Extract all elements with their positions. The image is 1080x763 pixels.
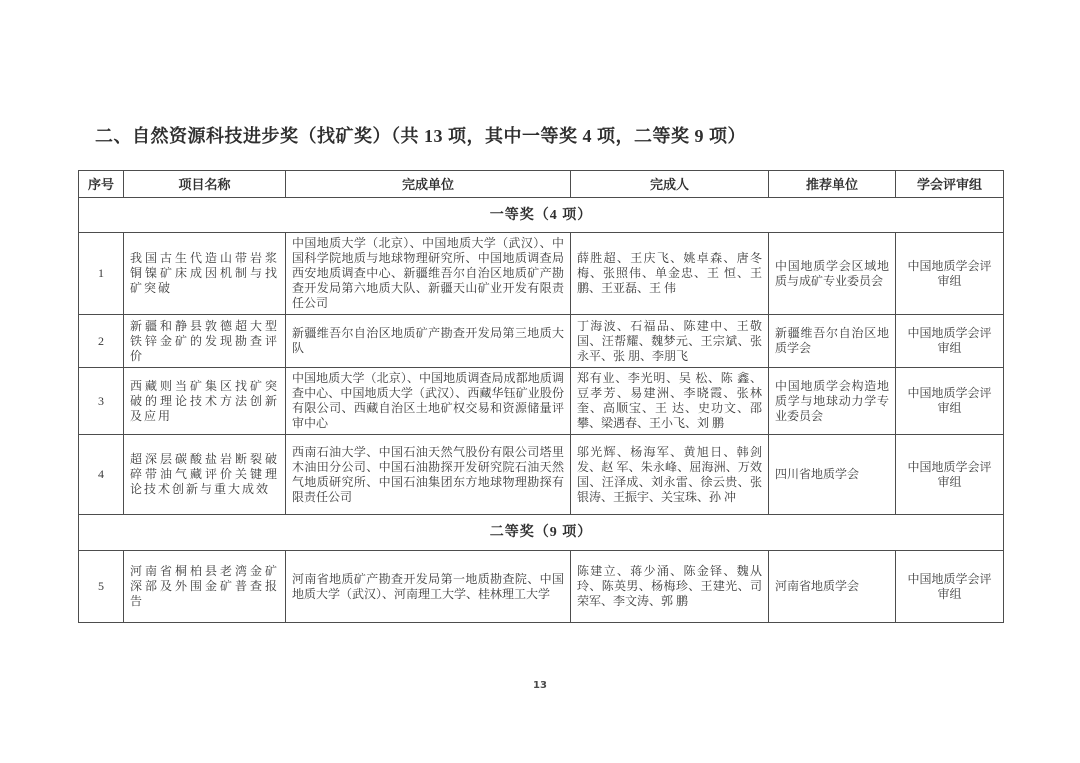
cell-recommender: 新疆维吾尔自治区地质学会 <box>769 315 896 368</box>
cell-no: 3 <box>79 368 124 435</box>
awards-table <box>78 170 1004 623</box>
table-header-row <box>79 171 1004 198</box>
column-header-no: 序号 <box>79 171 124 198</box>
column-header-units: 完成单位 <box>286 171 571 198</box>
cell-no: 5 <box>79 551 124 623</box>
cell-completing-units: 西南石油大学、中国石油天然气股份有限公司塔里木油田分公司、中国石油勘探开发研究院石油天然气地质研究所、中国石油集团东方地球物理勘探有限责任公司 <box>286 435 571 515</box>
cell-review-group: 中国地质学会评审组 <box>896 435 1004 515</box>
table-row <box>79 435 1004 515</box>
cell-completers: 邬光辉、杨海军、黄旭日、韩剑发、赵 军、朱永峰、屈海洲、万效国、汪泽成、刘永雷、徐云贵、张银涛、王振宇、关宝珠、孙 冲 <box>571 435 769 515</box>
table-row <box>79 315 1004 368</box>
cell-completers: 薛胜超、王庆飞、姚卓森、唐冬梅、张照伟、单金忠、王 恒、王 鹏、王亚磊、王 伟 <box>571 233 769 315</box>
section-header-second-prize <box>79 515 1004 551</box>
cell-completing-units: 中国地质大学（北京）、中国地质调查局成都地质调查中心、中国地质大学（武汉）、西藏华钰矿业股份有限公司、西藏自治区土地矿权交易和资源储量评审中心 <box>286 368 571 435</box>
cell-recommender: 河南省地质学会 <box>769 551 896 623</box>
cell-completing-units: 新疆维吾尔自治区地质矿产勘查开发局第三地质大队 <box>286 315 571 368</box>
cell-review-group: 中国地质学会评审组 <box>896 315 1004 368</box>
cell-project-name: 西藏则当矿集区找矿突破的理论技术方法创新及应用 <box>124 368 286 435</box>
cell-completing-units: 中国地质大学（北京）、中国地质大学（武汉）、中国科学院地质与地球物理研究所、中国地质调查局西安地质调查中心、新疆维吾尔自治区地质矿产勘查开发局第六地质大队、新疆天山矿业开发有限责任公司 <box>286 233 571 315</box>
cell-review-group: 中国地质学会评审组 <box>896 551 1004 623</box>
cell-completing-units: 河南省地质矿产勘查开发局第一地质勘查院、中国地质大学（武汉）、河南理工大学、桂林理工大学 <box>286 551 571 623</box>
cell-recommender: 中国地质学会区域地质与成矿专业委员会 <box>769 233 896 315</box>
cell-completers: 陈建立、蒋少涌、陈金铎、魏从玲、陈英男、杨梅珍、王建光、司荣军、李文涛、郭 鹏 <box>571 551 769 623</box>
page-title: 二、自然资源科技进步奖（找矿奖）（共 13 项，其中一等奖 4 项，二等奖 9 项） <box>95 126 746 146</box>
cell-project-name: 我国古生代造山带岩浆铜镍矿床成因机制与找矿突破 <box>124 233 286 315</box>
column-header-recommender: 推荐单位 <box>769 171 896 198</box>
cell-completers: 郑有业、李光明、吴 松、陈 鑫、豆孝芳、易建洲、李晓霞、张林奎、高顺宝、王 达、史功文、邵 攀、梁遇春、王小飞、刘 鹏 <box>571 368 769 435</box>
table-row <box>79 368 1004 435</box>
cell-review-group: 中国地质学会评审组 <box>896 368 1004 435</box>
cell-project-name: 超深层碳酸盐岩断裂破碎带油气藏评价关键理论技术创新与重大成效 <box>124 435 286 515</box>
page-number: 13 <box>533 680 547 691</box>
cell-recommender: 四川省地质学会 <box>769 435 896 515</box>
section-label: 二等奖（9 项） <box>79 515 1004 551</box>
table-row <box>79 551 1004 623</box>
column-header-people: 完成人 <box>571 171 769 198</box>
cell-recommender: 中国地质学会构造地质学与地球动力学专业委员会 <box>769 368 896 435</box>
cell-review-group: 中国地质学会评审组 <box>896 233 1004 315</box>
cell-project-name: 新疆和静县敦德超大型铁锌金矿的发现勘查评价 <box>124 315 286 368</box>
cell-no: 2 <box>79 315 124 368</box>
table-row <box>79 233 1004 315</box>
section-label: 一等奖（4 项） <box>79 198 1004 233</box>
cell-no: 4 <box>79 435 124 515</box>
cell-project-name: 河南省桐柏县老湾金矿深部及外围金矿普查报告 <box>124 551 286 623</box>
cell-no: 1 <box>79 233 124 315</box>
column-header-review-group: 学会评审组 <box>896 171 1004 198</box>
cell-completers: 丁海波、石福品、陈建中、王敬国、汪帮耀、魏梦元、王宗斌、张永平、张 朋、李朋飞 <box>571 315 769 368</box>
section-header-first-prize <box>79 198 1004 233</box>
column-header-project: 项目名称 <box>124 171 286 198</box>
